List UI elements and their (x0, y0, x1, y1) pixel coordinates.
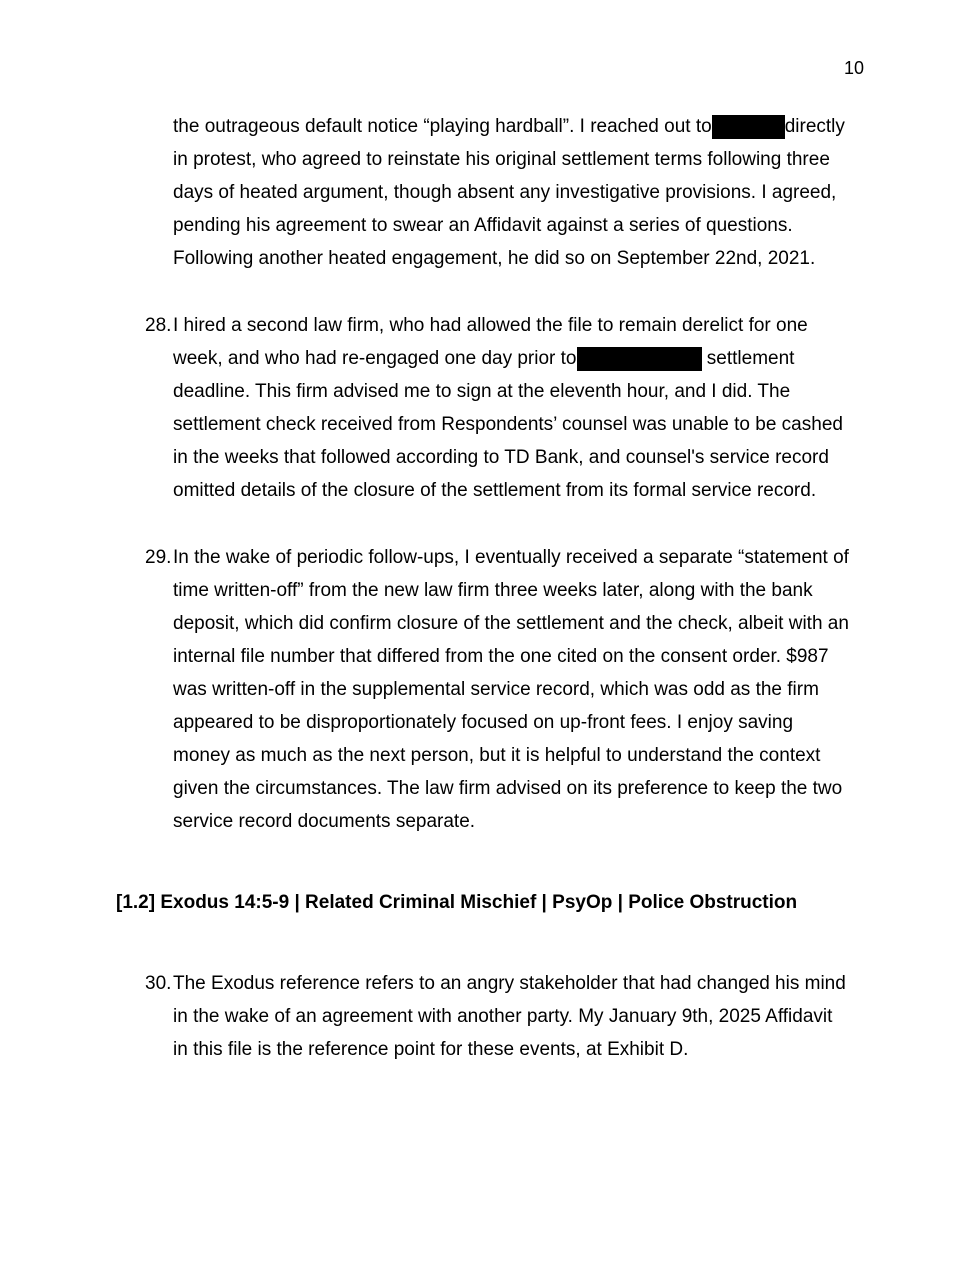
para29-line: In the wake of periodic follow-ups, I eventually received a separate “statement of (173, 547, 849, 568)
text-segment: directly (784, 116, 845, 137)
continuation-line-4: pending his agreement to swear an Affidavit against a series of questions. (173, 215, 793, 236)
continuation-line-3: days of heated argument, though absent any investigative provisions. I agreed, (173, 182, 837, 203)
page-number: 10 (843, 58, 864, 78)
paragraph-number: 28. (145, 315, 172, 336)
paragraph-number: 29. (145, 547, 172, 568)
continuation-line-5: Following another heated engagement, he did so on September 22nd, 2021. (173, 248, 816, 269)
para29-line: money as much as the next person, but it is helpful to understand the context (173, 745, 821, 766)
para28-line-5: in the weeks that followed according to TD Bank, and counsel's service record (173, 447, 829, 468)
redaction-box (712, 115, 785, 139)
para28-line-4: settlement check received from Respondents’ counsel was unable to be cashed (173, 414, 843, 435)
section-heading: [1.2] Exodus 14:5-9 | Related Criminal Mischief | PsyOp | Police Obstruction (116, 892, 798, 913)
para30-line: in this file is the reference point for these events, at Exhibit D. (173, 1039, 689, 1060)
para29-line: appeared to be disproportionately focused on up-front fees. I enjoy saving (173, 712, 794, 733)
continuation-line-2: in protest, who agreed to reinstate his original settlement terms following three (173, 149, 830, 170)
para28-line-1: I hired a second law firm, who had allowed the file to remain derelict for one (173, 315, 808, 336)
text-segment: week, and who had re-engaged one day prior to (173, 348, 577, 369)
para28-line-6: omitted details of the closure of the settlement from its formal service record. (173, 480, 817, 501)
para29-line: time written-off” from the new law firm three weeks later, along with the bank (173, 580, 813, 601)
text-segment: the outrageous default notice “playing hardball”. I reached out to (173, 116, 712, 137)
paragraph-number: 30. (145, 973, 172, 994)
para29-line: internal file number that differed from the one cited on the consent order. $987 (173, 646, 829, 667)
redaction-box (577, 347, 702, 371)
para29-line: service record documents separate. (173, 811, 476, 832)
para28-line-3: deadline. This firm advised me to sign at the eleventh hour, and I did. The (173, 381, 791, 402)
para29-line: given the circumstances. The law firm advised on its preference to keep the two (173, 778, 843, 799)
text-segment: settlement (706, 348, 795, 369)
continuation-line-1 (173, 115, 845, 139)
para30-line: in the wake of an agreement with another party. My January 9th, 2025 Affidavit (173, 1006, 833, 1027)
para28-line-2 (173, 347, 794, 371)
para29-line: deposit, which did confirm closure of the settlement and the check, albeit with an (173, 613, 849, 634)
para30-line: The Exodus reference refers to an angry stakeholder that had changed his mind (173, 973, 846, 994)
para29-line: was written-off in the supplemental service record, which was odd as the firm (173, 679, 819, 700)
